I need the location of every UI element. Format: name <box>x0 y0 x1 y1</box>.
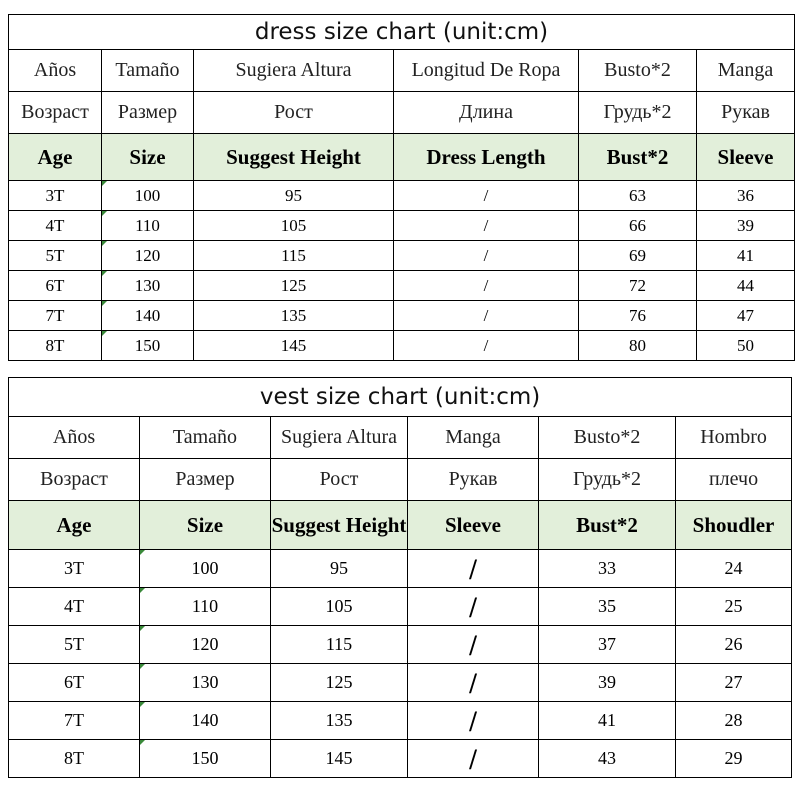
table-cell: 130 <box>102 271 194 301</box>
vest-spanish-header-row <box>9 417 792 459</box>
table-cell: 7T <box>9 702 140 740</box>
table-cell: 35 <box>539 588 676 626</box>
column-header: Size <box>102 134 194 181</box>
table-cell: / <box>408 740 539 778</box>
table-cell: 110 <box>140 588 271 626</box>
corner-mark-icon <box>102 181 107 186</box>
table-cell: / <box>408 588 539 626</box>
table-cell: 69 <box>579 241 697 271</box>
table-cell: 110 <box>102 211 194 241</box>
table-cell: 50 <box>697 331 795 361</box>
table-cell: 8T <box>9 331 102 361</box>
table-cell: 100 <box>102 181 194 211</box>
header-cell: Tamaño <box>140 417 271 459</box>
table-cell: 41 <box>539 702 676 740</box>
header-cell: Грудь*2 <box>539 459 676 501</box>
table-cell: 5T <box>9 241 102 271</box>
corner-mark-icon <box>102 241 107 246</box>
dress-chart-title: dress size chart (unit:cm) <box>9 15 795 50</box>
table-cell: 125 <box>194 271 394 301</box>
header-cell: Размер <box>140 459 271 501</box>
corner-mark-icon <box>102 331 107 336</box>
header-cell: Длина <box>394 92 579 134</box>
table-cell: 39 <box>539 664 676 702</box>
table-row <box>9 664 792 702</box>
vest-english-header-row <box>9 501 792 550</box>
header-cell: Manga <box>408 417 539 459</box>
header-cell: Размер <box>102 92 194 134</box>
table-cell: 7T <box>9 301 102 331</box>
header-cell: Años <box>9 417 140 459</box>
table-cell: 36 <box>697 181 795 211</box>
table-cell: 150 <box>102 331 194 361</box>
header-cell: Busto*2 <box>579 50 697 92</box>
table-cell: 135 <box>194 301 394 331</box>
table-cell: 4T <box>9 211 102 241</box>
table-cell: 130 <box>140 664 271 702</box>
corner-mark-icon <box>102 211 107 216</box>
table-cell: 105 <box>194 211 394 241</box>
column-header: Size <box>140 501 271 550</box>
corner-mark-icon <box>140 664 145 669</box>
table-row <box>9 740 792 778</box>
table-row <box>9 588 792 626</box>
table-cell: 33 <box>539 550 676 588</box>
column-header: Dress Length <box>394 134 579 181</box>
corner-mark-icon <box>102 271 107 276</box>
table-cell: 6T <box>9 271 102 301</box>
column-header: Bust*2 <box>579 134 697 181</box>
header-cell: Рост <box>271 459 408 501</box>
header-cell: Hombro <box>676 417 792 459</box>
corner-mark-icon <box>140 588 145 593</box>
table-cell: 47 <box>697 301 795 331</box>
table-cell: 24 <box>676 550 792 588</box>
header-cell: Рост <box>194 92 394 134</box>
table-cell: 44 <box>697 271 795 301</box>
column-header: Age <box>9 134 102 181</box>
header-cell: Возраст <box>9 92 102 134</box>
table-cell: 72 <box>579 271 697 301</box>
table-cell: 140 <box>140 702 271 740</box>
header-cell: Возраст <box>9 459 140 501</box>
table-cell: / <box>394 211 579 241</box>
table-cell: 5T <box>9 626 140 664</box>
table-cell: 41 <box>697 241 795 271</box>
table-cell: 27 <box>676 664 792 702</box>
header-cell: Años <box>9 50 102 92</box>
table-row <box>9 271 795 301</box>
table-cell: 125 <box>271 664 408 702</box>
table-row <box>9 626 792 664</box>
table-row <box>9 702 792 740</box>
table-row <box>9 181 795 211</box>
table-cell: 29 <box>676 740 792 778</box>
table-row <box>9 301 795 331</box>
corner-mark-icon <box>140 740 145 745</box>
corner-mark-icon <box>102 301 107 306</box>
table-cell: 43 <box>539 740 676 778</box>
table-cell: 4T <box>9 588 140 626</box>
corner-mark-icon <box>140 626 145 631</box>
table-cell: 3T <box>9 181 102 211</box>
table-cell: 145 <box>271 740 408 778</box>
header-cell: Longitud De Ropa <box>394 50 579 92</box>
table-cell: 6T <box>9 664 140 702</box>
table-cell: 120 <box>102 241 194 271</box>
header-cell: Рукав <box>697 92 795 134</box>
table-cell: / <box>408 626 539 664</box>
table-row <box>9 550 792 588</box>
table-cell: 39 <box>697 211 795 241</box>
table-cell: / <box>408 664 539 702</box>
vest-russian-header-row <box>9 459 792 501</box>
dress-spanish-header-row <box>9 50 795 92</box>
table-cell: 115 <box>271 626 408 664</box>
header-cell: Грудь*2 <box>579 92 697 134</box>
table-cell: 26 <box>676 626 792 664</box>
header-cell: Рукав <box>408 459 539 501</box>
vest-chart-title: vest size chart (unit:cm) <box>9 378 792 417</box>
table-cell: / <box>394 241 579 271</box>
table-row <box>9 241 795 271</box>
column-header: Shoudler <box>676 501 792 550</box>
table-cell: 28 <box>676 702 792 740</box>
table-cell: / <box>394 271 579 301</box>
table-cell: 120 <box>140 626 271 664</box>
column-header: Suggest Height <box>271 501 408 550</box>
dress-russian-header-row <box>9 92 795 134</box>
corner-mark-icon <box>140 550 145 555</box>
dress-english-header-row <box>9 134 795 181</box>
table-cell: 37 <box>539 626 676 664</box>
table-row <box>9 331 795 361</box>
table-cell: 95 <box>194 181 394 211</box>
table-cell: 115 <box>194 241 394 271</box>
table-cell: 80 <box>579 331 697 361</box>
header-cell: Sugiera Altura <box>271 417 408 459</box>
table-cell: 140 <box>102 301 194 331</box>
table-cell: / <box>394 331 579 361</box>
table-cell: / <box>394 181 579 211</box>
header-cell: Tamaño <box>102 50 194 92</box>
table-cell: 63 <box>579 181 697 211</box>
table-cell: 100 <box>140 550 271 588</box>
header-cell: Sugiera Altura <box>194 50 394 92</box>
header-cell: плечо <box>676 459 792 501</box>
table-cell: / <box>408 550 539 588</box>
table-cell: 95 <box>271 550 408 588</box>
column-header: Age <box>9 501 140 550</box>
table-cell: 145 <box>194 331 394 361</box>
vest-size-chart <box>8 377 792 778</box>
dress-size-chart <box>8 14 795 361</box>
column-header: Suggest Height <box>194 134 394 181</box>
table-cell: 76 <box>579 301 697 331</box>
column-header: Bust*2 <box>539 501 676 550</box>
table-cell: / <box>408 702 539 740</box>
table-cell: / <box>394 301 579 331</box>
table-cell: 66 <box>579 211 697 241</box>
table-cell: 135 <box>271 702 408 740</box>
column-header: Sleeve <box>408 501 539 550</box>
column-header: Sleeve <box>697 134 795 181</box>
table-row <box>9 211 795 241</box>
table-cell: 105 <box>271 588 408 626</box>
table-cell: 3T <box>9 550 140 588</box>
header-cell: Manga <box>697 50 795 92</box>
table-cell: 8T <box>9 740 140 778</box>
corner-mark-icon <box>140 702 145 707</box>
table-cell: 150 <box>140 740 271 778</box>
header-cell: Busto*2 <box>539 417 676 459</box>
table-cell: 25 <box>676 588 792 626</box>
